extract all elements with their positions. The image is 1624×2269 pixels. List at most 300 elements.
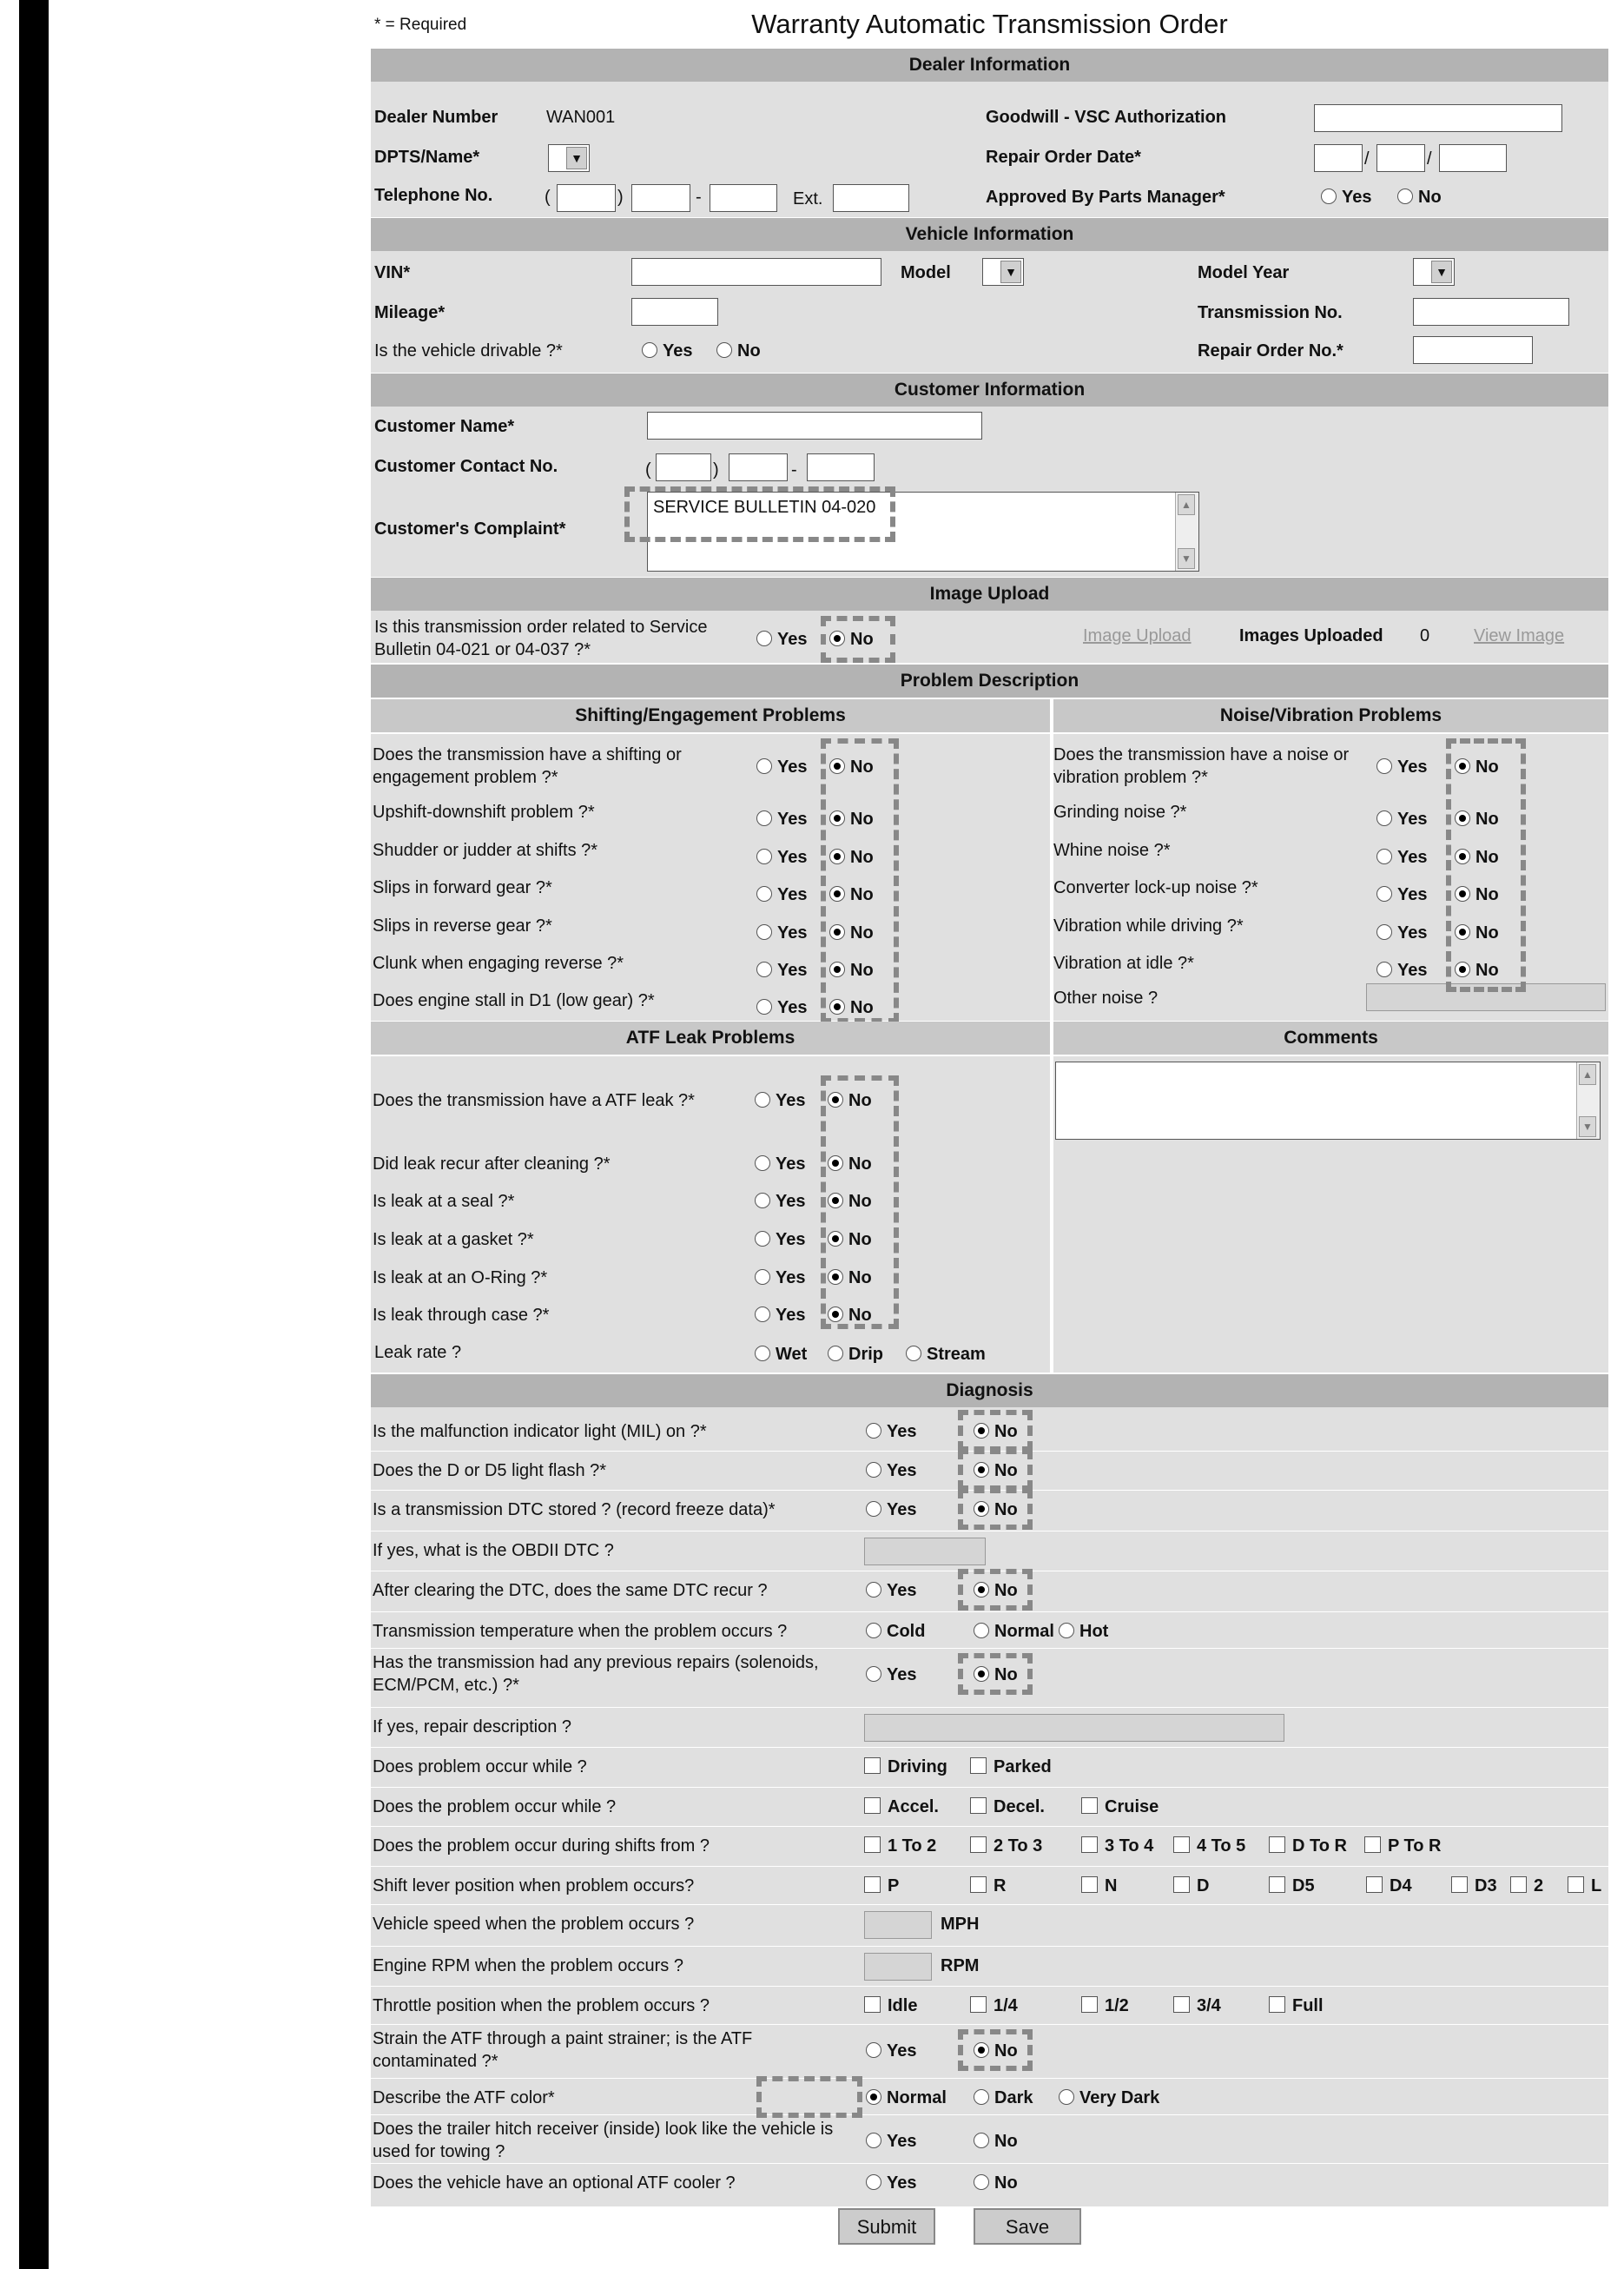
submit-button[interactable]: Submit: [838, 2208, 935, 2245]
slash-2: /: [1427, 149, 1432, 169]
diagnosis-checkbox[interactable]: Idle: [864, 1996, 917, 2016]
diagnosis-checkbox[interactable]: N: [1081, 1876, 1117, 1896]
diagnosis-checkbox[interactable]: 2 To 3: [970, 1836, 1042, 1856]
radio-circle: [828, 1306, 843, 1322]
diagnosis-no-radio[interactable]: No: [974, 1665, 1018, 1685]
diagnosis-checkbox[interactable]: P To R: [1364, 1836, 1441, 1856]
image-upload-section: [371, 611, 1608, 663]
customer-contact-label: Customer Contact No.: [374, 457, 558, 476]
bulletin-no-highlight: [821, 616, 895, 663]
row-divider: [371, 2114, 1608, 2115]
customer-name-input[interactable]: [647, 412, 982, 440]
diagnosis-checkbox[interactable]: Accel.: [864, 1797, 939, 1817]
diagnosis-checkbox[interactable]: D5: [1269, 1876, 1315, 1896]
leak-rate-radio[interactable]: Drip: [828, 1345, 883, 1365]
diagnosis-question: Does problem occur while ?: [373, 1757, 587, 1776]
drivable-no-radio[interactable]: No: [716, 341, 761, 361]
checkbox-box: [1568, 1876, 1584, 1893]
contact-prefix-input[interactable]: [729, 453, 788, 481]
scroll-down-icon[interactable]: ▼: [1579, 1116, 1596, 1137]
shifting-yes-radio[interactable]: Yes: [756, 961, 807, 981]
phone-area-input[interactable]: [557, 184, 616, 212]
diagnosis-no-radio[interactable]: No: [974, 2041, 1018, 2061]
shifting-no-radio[interactable]: No: [829, 810, 874, 830]
noise-no-radio[interactable]: No: [1455, 757, 1499, 777]
atf-yes-radio[interactable]: Yes: [755, 1091, 805, 1111]
noise-yes-radio[interactable]: Yes: [1376, 885, 1427, 905]
checkbox-box: [1510, 1876, 1527, 1893]
complaint-highlight: [624, 486, 895, 542]
model-label: Model: [901, 263, 951, 282]
radio-circle: [756, 810, 772, 826]
unit-label: MPH: [941, 1915, 980, 1934]
scroll-down-icon[interactable]: ▼: [1178, 548, 1195, 569]
atf-yes-radio[interactable]: Yes: [755, 1268, 805, 1288]
radio-circle: [1455, 924, 1470, 940]
atf-yes-radio[interactable]: Yes: [755, 1230, 805, 1250]
shifting-no-radio[interactable]: No: [829, 961, 874, 981]
model-year-select[interactable]: [1413, 258, 1455, 286]
diagnosis-checkbox[interactable]: D3: [1451, 1876, 1497, 1896]
diagnosis-option-radio[interactable]: Normal: [974, 1622, 1054, 1642]
row-divider: [371, 2024, 1608, 2025]
radio-circle: [756, 962, 772, 977]
atf-question: Does the transmission have a ATF leak ?*: [373, 1091, 695, 1110]
diagnosis-question: Transmission temperature when the problem occurs ?: [373, 1622, 788, 1641]
radio-circle: [866, 1462, 881, 1478]
leak-rate-label: Leak rate ?: [374, 1343, 462, 1362]
diagnosis-option-radio[interactable]: Hot: [1059, 1622, 1108, 1642]
radio-circle: [1376, 758, 1392, 774]
shifting-question: Upshift-downshift problem ?*: [373, 803, 595, 822]
phone-line-input[interactable]: [710, 184, 777, 212]
checkbox-box: [1269, 1836, 1285, 1853]
dpts-label: DPTS/Name*: [374, 148, 480, 167]
form-title-bar: [371, 0, 1608, 50]
shifting-question: Clunk when engaging reverse ?*: [373, 954, 624, 973]
shifting-no-radio[interactable]: No: [829, 885, 874, 905]
complaint-scrollbar[interactable]: [1175, 493, 1198, 571]
radio-circle: [755, 1306, 770, 1322]
atf-no-radio[interactable]: No: [828, 1306, 872, 1326]
view-image-link[interactable]: View Image: [1474, 626, 1565, 645]
radio-circle: [829, 962, 845, 977]
checkbox-box: [1081, 1876, 1098, 1893]
row-divider: [371, 1648, 1608, 1649]
radio-circle: [829, 849, 845, 864]
ro-day-input[interactable]: [1376, 144, 1425, 172]
checkbox-box: [1081, 1797, 1098, 1814]
diagnosis-yes-radio[interactable]: Yes: [866, 2041, 916, 2061]
ro-year-input[interactable]: [1439, 144, 1507, 172]
diagnosis-question: Has the transmission had any previous repairs (solenoids, ECM/PCM, etc.) ?*: [373, 1653, 819, 1695]
diagnosis-question: After clearing the DTC, does the same DTC recur ?: [373, 1581, 768, 1600]
diagnosis-checkbox[interactable]: 2: [1510, 1876, 1543, 1896]
shifting-yes-radio[interactable]: Yes: [756, 885, 807, 905]
diagnosis-question: Does the problem occur during shifts from ?: [373, 1836, 710, 1856]
save-button[interactable]: Save: [974, 2208, 1081, 2245]
radio-circle: [756, 924, 772, 940]
atf-no-radio[interactable]: No: [828, 1268, 872, 1288]
diagnosis-checkbox[interactable]: 3 To 4: [1081, 1836, 1153, 1856]
radio-circle: [829, 886, 845, 902]
checkbox-box: [1364, 1836, 1381, 1853]
bulletin-yes-radio[interactable]: Yes: [756, 630, 807, 650]
noise-question: Grinding noise ?*: [1053, 803, 1187, 822]
vehicle-section: [371, 251, 1608, 373]
goodwill-label: Goodwill - VSC Authorization: [986, 108, 1227, 127]
radio-circle: [756, 849, 772, 864]
atf-color-highlight: [756, 2076, 862, 2118]
diagnosis-no-highlight: [958, 1449, 1033, 1491]
diagnosis-checkbox[interactable]: Parked: [970, 1757, 1052, 1777]
diagnosis-no-radio[interactable]: No: [974, 2173, 1018, 2193]
diagnosis-header: Diagnosis: [371, 1374, 1608, 1407]
diagnosis-question: Does the vehicle have an optional ATF cooler ?: [373, 2173, 736, 2193]
radio-circle: [828, 1346, 843, 1361]
noise-yes-radio[interactable]: Yes: [1376, 810, 1427, 830]
checkbox-box: [1269, 1876, 1285, 1893]
noise-header: Noise/Vibration Problems: [1053, 699, 1608, 732]
chevron-down-icon: ▼: [1431, 261, 1452, 283]
radio-circle: [866, 2133, 881, 2148]
radio-circle: [1376, 849, 1392, 864]
checkbox-box: [864, 1996, 881, 2013]
customer-section: [371, 407, 1608, 577]
noise-no-radio[interactable]: No: [1455, 923, 1499, 943]
diagnosis-checkbox[interactable]: 1/4: [970, 1996, 1018, 2016]
scroll-up-icon[interactable]: ▲: [1178, 494, 1195, 515]
radio-circle: [974, 2089, 989, 2105]
checkbox-box: [970, 1876, 987, 1893]
radio-circle: [906, 1346, 921, 1361]
diagnosis-question: If yes, repair description ?: [373, 1717, 571, 1736]
row-divider: [371, 2163, 1608, 2164]
diagnosis-no-highlight: [958, 1653, 1033, 1695]
row-divider: [371, 2206, 1608, 2207]
diagnosis-no-radio[interactable]: No: [974, 2132, 1018, 2152]
diagnosis-checkbox[interactable]: 1/2: [1081, 1996, 1129, 2016]
noise-question: Whine noise ?*: [1053, 841, 1171, 860]
scroll-up-icon[interactable]: ▲: [1579, 1064, 1596, 1085]
paren-open-2: (: [645, 460, 651, 480]
checkbox-box: [1081, 1836, 1098, 1853]
other-noise-label: Other noise ?: [1053, 989, 1159, 1008]
atf-yes-radio[interactable]: Yes: [755, 1306, 805, 1326]
radio-circle: [974, 2174, 989, 2190]
radio-circle: [828, 1155, 843, 1171]
radio-circle: [829, 758, 845, 774]
repair-description-input[interactable]: [864, 1714, 1284, 1742]
diagnosis-yes-radio[interactable]: Yes: [866, 1461, 916, 1481]
paren-close: ): [617, 188, 624, 207]
atf-question: Is leak at an O-Ring ?*: [373, 1268, 548, 1287]
atf-no-radio[interactable]: No: [828, 1091, 872, 1111]
checkbox-box: [970, 1797, 987, 1814]
shifting-yes-radio[interactable]: Yes: [756, 848, 807, 868]
radio-circle: [866, 1666, 881, 1682]
image-upload-link[interactable]: Image Upload: [1083, 626, 1192, 645]
dpts-select[interactable]: [548, 144, 590, 172]
diagnosis-checkbox[interactable]: D: [1173, 1876, 1209, 1896]
drivable-yes-radio[interactable]: Yes: [642, 341, 692, 361]
diagnosis-yes-radio[interactable]: Yes: [866, 1581, 916, 1601]
dealer-section: [371, 82, 1608, 217]
checkbox-box: [864, 1797, 881, 1814]
noise-no-radio[interactable]: No: [1455, 961, 1499, 981]
radio-circle: [829, 924, 845, 940]
atf-header: ATF Leak Problems: [371, 1022, 1050, 1055]
shifting-no-radio[interactable]: No: [829, 923, 874, 943]
mileage-input[interactable]: [631, 298, 718, 326]
obdii-dtc-input[interactable]: [864, 1538, 986, 1565]
radio-circle: [828, 1092, 843, 1108]
complaint-text: SERVICE BULLETIN 04-020: [653, 498, 876, 517]
dash-sep: -: [696, 188, 702, 207]
comments-header: Comments: [1053, 1022, 1608, 1055]
diagnosis-checkbox[interactable]: Driving: [864, 1757, 947, 1777]
diagnosis-no-highlight: [958, 1410, 1033, 1452]
repair-order-no-input[interactable]: [1413, 336, 1533, 364]
contact-line-input[interactable]: [807, 453, 875, 481]
diagnosis-question: Does the problem occur while ?: [373, 1797, 617, 1816]
noise-yes-radio[interactable]: Yes: [1376, 757, 1427, 777]
dealer-number-value: WAN001: [546, 108, 616, 127]
repair-order-date-label: Repair Order Date*: [986, 148, 1141, 167]
atf-no-radio[interactable]: No: [828, 1230, 872, 1250]
diagnosis-yes-radio[interactable]: Yes: [866, 1422, 916, 1442]
ro-month-input[interactable]: [1314, 144, 1363, 172]
shifting-no-radio[interactable]: No: [829, 848, 874, 868]
diagnosis-question: Vehicle speed when the problem occurs ?: [373, 1915, 695, 1934]
row-divider: [371, 1787, 1608, 1788]
problem-header: Problem Description: [371, 665, 1608, 698]
checkbox-box: [1451, 1876, 1468, 1893]
radio-circle: [866, 2089, 881, 2105]
dealer-number-label: Dealer Number: [374, 108, 498, 127]
paren-open: (: [545, 188, 551, 207]
atf-no-radio[interactable]: No: [828, 1192, 872, 1212]
diagnosis-question: Engine RPM when the problem occurs ?: [373, 1956, 683, 1975]
unit-label: RPM: [941, 1956, 980, 1975]
diagnosis-number-input[interactable]: [864, 1911, 932, 1939]
noise-yes-radio[interactable]: Yes: [1376, 961, 1427, 981]
checkbox-box: [970, 1836, 987, 1853]
diagnosis-yes-radio[interactable]: Yes: [866, 1665, 916, 1685]
diagnosis-question: Shift lever position when problem occurs?: [373, 1876, 695, 1895]
shifting-no-radio[interactable]: No: [829, 757, 874, 777]
row-divider: [371, 1904, 1608, 1905]
leak-rate-radio[interactable]: Stream: [906, 1345, 986, 1365]
customer-name-label: Customer Name*: [374, 417, 515, 436]
diagnosis-checkbox[interactable]: 4 To 5: [1173, 1836, 1245, 1856]
diagnosis-no-highlight: [958, 1569, 1033, 1611]
radio-circle: [1376, 962, 1392, 977]
diagnosis-question: If yes, what is the OBDII DTC ?: [373, 1541, 614, 1560]
radio-circle: [755, 1346, 770, 1361]
radio-circle: [829, 999, 845, 1015]
diagnosis-yes-radio[interactable]: Yes: [866, 2173, 916, 2193]
atf-no-radio[interactable]: No: [828, 1154, 872, 1174]
radio-circle: [1455, 886, 1470, 902]
noise-no-radio[interactable]: No: [1455, 885, 1499, 905]
row-divider: [371, 1946, 1608, 1947]
comments-scrollbar[interactable]: [1576, 1062, 1600, 1139]
complaint-label: Customer's Complaint*: [374, 519, 566, 539]
radio-circle: [755, 1092, 770, 1108]
diagnosis-question: Is a transmission DTC stored ? (record freeze data)*: [373, 1500, 776, 1519]
shifting-no-radio[interactable]: No: [829, 998, 874, 1018]
row-divider: [371, 1866, 1608, 1867]
radio-circle: [866, 2174, 881, 2190]
radio-circle: [756, 758, 772, 774]
images-uploaded-label: Images Uploaded: [1239, 626, 1383, 645]
radio-circle: [1376, 886, 1392, 902]
radio-circle: [756, 999, 772, 1015]
atf-question: Is leak at a gasket ?*: [373, 1230, 534, 1249]
checkbox-box: [864, 1836, 881, 1853]
leak-rate-radio[interactable]: Wet: [755, 1345, 807, 1365]
shifting-yes-radio[interactable]: Yes: [756, 810, 807, 830]
radio-circle: [974, 1623, 989, 1638]
goodwill-input[interactable]: [1314, 104, 1562, 132]
diagnosis-question: Does the trailer hitch receiver (inside) look like the vehicle is used for towing ?: [373, 2120, 834, 2161]
shifting-yes-radio[interactable]: Yes: [756, 998, 807, 1018]
bulletin-question: Is this transmission order related to Service Bulletin 04-021 or 04-037 ?*: [374, 618, 708, 659]
radio-circle: [974, 2133, 989, 2148]
slash-1: /: [1364, 149, 1370, 169]
radio-circle: [1455, 758, 1470, 774]
atf-yes-radio[interactable]: Yes: [755, 1154, 805, 1174]
diagnosis-yes-radio[interactable]: Yes: [866, 2132, 916, 2152]
ext-input[interactable]: [833, 184, 909, 212]
approved-label: Approved By Parts Manager*: [986, 188, 1225, 207]
customer-header: Customer Information: [371, 374, 1608, 407]
approved-yes-radio[interactable]: Yes: [1321, 188, 1371, 208]
comments-textarea[interactable]: [1055, 1062, 1601, 1140]
radio-circle: [1455, 810, 1470, 826]
diagnosis-checkbox[interactable]: Cruise: [1081, 1797, 1159, 1817]
diagnosis-checkbox[interactable]: 1 To 2: [864, 1836, 936, 1856]
vin-input[interactable]: [631, 258, 881, 286]
diagnosis-checkbox[interactable]: P: [864, 1876, 899, 1896]
diagnosis-question: Strain the ATF through a paint strainer; is the ATF contaminated ?*: [373, 2029, 753, 2071]
diagnosis-checkbox[interactable]: Full: [1269, 1996, 1324, 2016]
shifting-yes-radio[interactable]: Yes: [756, 757, 807, 777]
diagnosis-option-radio[interactable]: Normal: [866, 2088, 947, 2108]
telephone-label: Telephone No.: [374, 186, 493, 205]
radio-circle: [866, 1423, 881, 1439]
checkbox-box: [864, 1876, 881, 1893]
diagnosis-checkbox[interactable]: 3/4: [1173, 1996, 1221, 2016]
diagnosis-number-input[interactable]: [864, 1953, 932, 1981]
noise-no-radio[interactable]: No: [1455, 848, 1499, 868]
diagnosis-no-highlight: [958, 1488, 1033, 1530]
diagnosis-checkbox[interactable]: D To R: [1269, 1836, 1347, 1856]
approved-no-radio[interactable]: No: [1397, 188, 1442, 208]
radio-circle: [829, 810, 845, 826]
radio-circle: [1376, 924, 1392, 940]
bulletin-no-radio[interactable]: No: [829, 630, 874, 650]
noise-yes-radio[interactable]: Yes: [1376, 848, 1427, 868]
diagnosis-option-radio[interactable]: Dark: [974, 2088, 1033, 2108]
noise-question: Vibration while driving ?*: [1053, 916, 1244, 936]
row-divider: [371, 1826, 1608, 1827]
ext-label: Ext.: [793, 189, 823, 208]
diagnosis-question: Throttle position when the problem occurs ?: [373, 1996, 710, 2015]
diagnosis-checkbox[interactable]: Decel.: [970, 1797, 1045, 1817]
diagnosis-checkbox[interactable]: R: [970, 1876, 1006, 1896]
radio-circle: [1455, 962, 1470, 977]
radio-circle: [828, 1269, 843, 1285]
shifting-question: Does the transmission have a shifting or engagement problem ?*: [373, 745, 682, 787]
transmission-order-form: [371, 0, 1608, 2238]
transmission-no-input[interactable]: [1413, 298, 1569, 326]
page-title: Warranty Automatic Transmission Order: [751, 9, 1228, 39]
noise-question: Does the transmission have a noise or vibration problem ?*: [1053, 745, 1350, 787]
contact-area-input[interactable]: [656, 453, 711, 481]
left-border: [19, 0, 49, 2269]
diagnosis-checkbox[interactable]: L: [1568, 1876, 1601, 1896]
diagnosis-option-radio[interactable]: Very Dark: [1059, 2088, 1159, 2108]
diagnosis-option-radio[interactable]: Cold: [866, 1622, 925, 1642]
model-select[interactable]: [982, 258, 1024, 286]
shifting-header: Shifting/Engagement Problems: [371, 699, 1050, 732]
diagnosis-no-highlight: [958, 2029, 1033, 2071]
radio-circle: [1059, 1623, 1074, 1638]
paren-close-2: ): [713, 460, 719, 480]
radio-circle: [755, 1155, 770, 1171]
diagnosis-no-radio[interactable]: No: [974, 1461, 1018, 1481]
shifting-yes-radio[interactable]: Yes: [756, 923, 807, 943]
noise-no-radio[interactable]: No: [1455, 810, 1499, 830]
radio-circle: [1059, 2089, 1074, 2105]
checkbox-box: [970, 1757, 987, 1774]
diagnosis-checkbox[interactable]: D4: [1366, 1876, 1412, 1896]
diagnosis-no-radio[interactable]: No: [974, 1500, 1018, 1520]
radio-circle: [866, 1623, 881, 1638]
atf-yes-radio[interactable]: Yes: [755, 1192, 805, 1212]
checkbox-box: [864, 1757, 881, 1774]
radio-circle: [828, 1231, 843, 1247]
images-uploaded-count: 0: [1420, 626, 1430, 645]
checkbox-box: [1173, 1876, 1190, 1893]
radio-circle: [756, 886, 772, 902]
phone-prefix-input[interactable]: [631, 184, 690, 212]
shifting-question: Slips in reverse gear ?*: [373, 916, 552, 936]
vehicle-header: Vehicle Information: [371, 218, 1608, 251]
image-upload-header: Image Upload: [371, 578, 1608, 611]
atf-question: Is leak through case ?*: [373, 1306, 550, 1325]
diagnosis-no-radio[interactable]: No: [974, 1581, 1018, 1601]
diagnosis-question: Is the malfunction indicator light (MIL) on ?*: [373, 1422, 707, 1441]
radio-circle: [866, 1501, 881, 1517]
radio-circle: [828, 1193, 843, 1208]
checkbox-box: [1173, 1836, 1190, 1853]
diagnosis-yes-radio[interactable]: Yes: [866, 1500, 916, 1520]
transmission-no-label: Transmission No.: [1198, 303, 1343, 322]
chevron-down-icon: ▼: [566, 147, 587, 169]
radio-circle: [755, 1193, 770, 1208]
diagnosis-question: Does the D or D5 light flash ?*: [373, 1461, 607, 1480]
radio-circle: [1455, 849, 1470, 864]
atf-question: Is leak at a seal ?*: [373, 1192, 515, 1211]
diagnosis-no-radio[interactable]: No: [974, 1422, 1018, 1442]
row-divider: [371, 1747, 1608, 1748]
noise-yes-radio[interactable]: Yes: [1376, 923, 1427, 943]
atf-question: Did leak recur after cleaning ?*: [373, 1154, 611, 1174]
checkbox-box: [1366, 1876, 1383, 1893]
